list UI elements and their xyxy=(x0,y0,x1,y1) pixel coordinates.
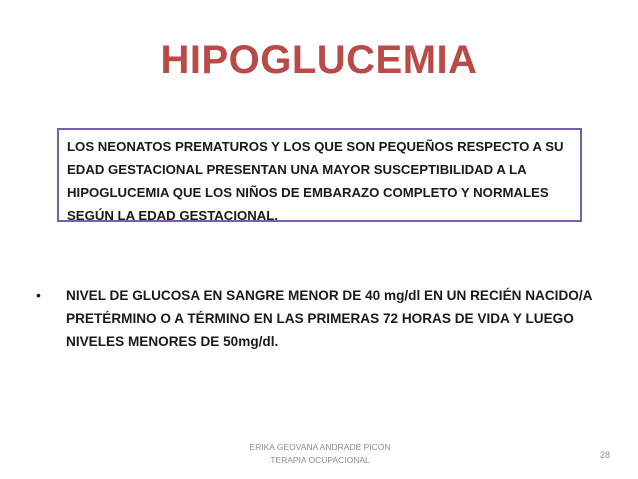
bullet-marker: • xyxy=(36,287,41,303)
bullet-text: NIVEL DE GLUCOSA EN SANGRE MENOR DE 40 mg/dl EN UN RECIÉN NACIDO/A PRETÉRMINO O A TÉRMINO EN LAS PRIMERAS 72 HORAS DE VIDA Y LUEGO NIVELES MENORES DE 50mg/dl. xyxy=(66,288,592,349)
slide-title: HIPOGLUCEMIA xyxy=(160,38,478,82)
bullet-item xyxy=(36,284,606,353)
bullet-list xyxy=(36,284,606,353)
page-number: 28 xyxy=(599,450,610,460)
footer-author-name: ERIKA GEOVANA ANDRADE PICON xyxy=(249,442,391,452)
footer-subtitle: TERAPIA OCUPACIONAL xyxy=(270,455,370,465)
footer-author xyxy=(200,441,440,467)
boxed-note: LOS NEONATOS PREMATUROS Y LOS QUE SON PEQUEÑOS RESPECTO A SU EDAD GESTACIONAL PRESENTAN UNA MAYOR SUSCEPTIBILIDAD A LA HIPOGLUCEMIA QUE LOS NIÑOS DE EMBARAZO COMPLETO Y NORMALES SEGÚN LA EDAD GESTACIONAL. xyxy=(57,128,582,222)
